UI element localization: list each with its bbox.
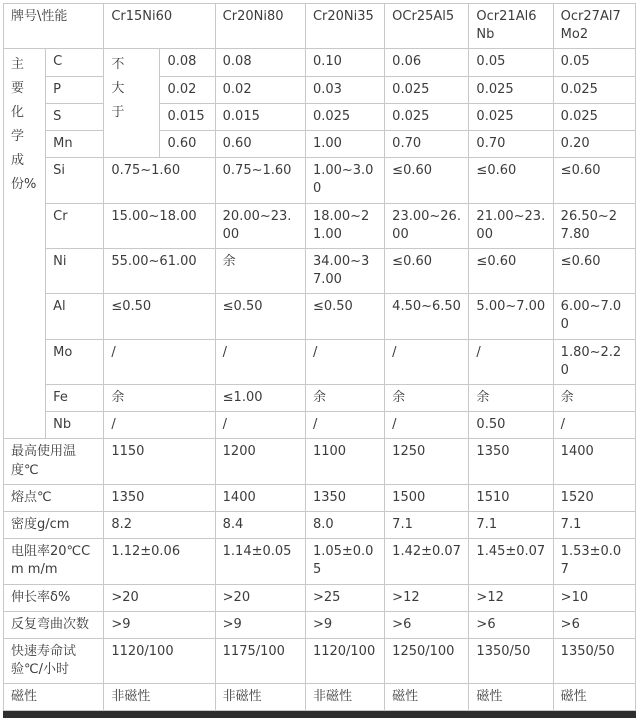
table-cell: ≤0.60 [553,248,635,293]
table-cell: / [385,412,469,439]
table-row [4,385,636,412]
table-cell: 0.025 [469,76,553,103]
table-cell: 1150 [104,439,215,484]
table-cell: 1500 [385,484,469,511]
table-cell: 0.025 [469,103,553,130]
table-cell: 非磁性 [305,684,384,711]
table-cell: 磁性 [469,684,553,711]
table-cell: 0.02 [160,76,215,103]
table-cell: 20.00~23.00 [215,203,305,248]
property-row-label: 磁性 [4,684,104,711]
table-cell: >6 [469,611,553,638]
table-cell: 4.50~6.50 [385,294,469,339]
table-cell: ≤0.60 [469,158,553,203]
table-cell: 0.015 [160,103,215,130]
table-cell: 1.05±0.05 [305,539,384,584]
bottom-border-bar [3,711,636,718]
table-cell: 8.2 [104,511,215,538]
table-cell: 5.00~7.00 [469,294,553,339]
element-label: Al [46,294,104,339]
table-cell: 1.14±0.05 [215,539,305,584]
table-cell: 7.1 [469,511,553,538]
table-cell: 1.12±0.06 [104,539,215,584]
table-cell: / [305,339,384,384]
table-row [4,158,636,203]
table-cell: >20 [215,584,305,611]
table-cell: >10 [553,584,635,611]
table-cell: 1400 [215,484,305,511]
table-cell: 7.1 [553,511,635,538]
table-cell: 1.00 [305,130,384,157]
not-greater-than-text: 不大于 [111,57,125,121]
table-cell: 余 [215,248,305,293]
table-cell: 0.75~1.60 [104,158,215,203]
table-cell: 磁性 [385,684,469,711]
table-cell: / [104,339,215,384]
grade-header: Cr20Ni80 [215,4,305,49]
table-cell: 余 [305,385,384,412]
table-cell: >12 [385,584,469,611]
property-row-label: 最高使用温度℃ [4,439,104,484]
table-cell: 1350 [104,484,215,511]
table-cell: 0.025 [553,103,635,130]
table-cell: ≤0.50 [104,294,215,339]
table-cell: 0.015 [215,103,305,130]
table-cell: 余 [385,385,469,412]
grade-header: Ocr27Al7Mo2 [553,4,635,49]
table-row [4,130,636,157]
table-cell: 1120/100 [104,638,215,683]
table-cell: 0.025 [553,76,635,103]
alloy-properties-table [3,3,636,711]
table-cell: >6 [553,611,635,638]
table-cell: >9 [215,611,305,638]
header-row [4,4,636,49]
table-cell: 1510 [469,484,553,511]
table-cell: 0.06 [385,49,469,76]
table-row [4,49,636,76]
table-cell: 磁性 [553,684,635,711]
table-cell: >9 [104,611,215,638]
table-cell: >9 [305,611,384,638]
table-cell: 1200 [215,439,305,484]
table-row [4,684,636,711]
table-cell: 0.05 [553,49,635,76]
table-cell: 21.00~23.00 [469,203,553,248]
table-cell: 55.00~61.00 [104,248,215,293]
table-cell: ≤0.60 [553,158,635,203]
table-cell: / [215,412,305,439]
table-cell: / [305,412,384,439]
table-cell: >20 [104,584,215,611]
table-cell: 1350 [469,439,553,484]
table-cell: ≤0.50 [215,294,305,339]
grade-header: OCr25Al5 [385,4,469,49]
table-cell: 0.08 [160,49,215,76]
table-cell: 1100 [305,439,384,484]
table-cell: 0.03 [305,76,384,103]
table-row [4,511,636,538]
table-cell: 26.50~27.80 [553,203,635,248]
table-cell: 0.20 [553,130,635,157]
table-cell: 7.1 [385,511,469,538]
table-cell: 1.00~3.00 [305,158,384,203]
table-cell: 1250 [385,439,469,484]
table-cell: 1.80~2.20 [553,339,635,384]
table-cell: 18.00~21.00 [305,203,384,248]
table-cell: 1120/100 [305,638,384,683]
table-cell: 15.00~18.00 [104,203,215,248]
element-label: Fe [46,385,104,412]
table-cell: 非磁性 [215,684,305,711]
table-cell: 0.70 [385,130,469,157]
table-cell: 1350/50 [553,638,635,683]
table-cell: / [553,412,635,439]
table-row [4,294,636,339]
element-label: C [46,49,104,76]
table-cell: 1520 [553,484,635,511]
table-cell: / [469,339,553,384]
table-cell: 1.53±0.07 [553,539,635,584]
table-cell: / [104,412,215,439]
table-row [4,412,636,439]
property-row-label: 伸长率δ% [4,584,104,611]
table-cell: 1350/50 [469,638,553,683]
table-row [4,76,636,103]
table-cell: 1400 [553,439,635,484]
table-row [4,484,636,511]
table-row [4,584,636,611]
table-row [4,638,636,683]
table-cell: >6 [385,611,469,638]
property-row-label: 电阻率20℃Cm m/m [4,539,104,584]
table-cell: >12 [469,584,553,611]
table-cell: 1350 [305,484,384,511]
table-cell: ≤0.50 [305,294,384,339]
table-cell: ≤1.00 [215,385,305,412]
grade-header: Cr20Ni35 [305,4,384,49]
table-cell: 0.05 [469,49,553,76]
not-greater-than-cell [104,49,160,158]
table-cell: 8.4 [215,511,305,538]
table-cell: 1250/100 [385,638,469,683]
table-cell: 23.00~26.00 [385,203,469,248]
table-row [4,103,636,130]
table-cell: 6.00~7.00 [553,294,635,339]
table-row [4,539,636,584]
table-cell: 34.00~37.00 [305,248,384,293]
table-cell: 1175/100 [215,638,305,683]
table-row [4,203,636,248]
property-row-label: 快速寿命试验℃/小时 [4,638,104,683]
element-label: Cr [46,203,104,248]
table-cell: 0.70 [469,130,553,157]
table-cell: >25 [305,584,384,611]
table-cell: / [215,339,305,384]
grade-header: Cr15Ni60 [104,4,215,49]
table-cell: 0.08 [215,49,305,76]
table-row [4,339,636,384]
table-cell: / [385,339,469,384]
element-label: Si [46,158,104,203]
table-row [4,439,636,484]
table-cell: 0.02 [215,76,305,103]
element-label: S [46,103,104,130]
corner-cell: 牌号\性能 [4,4,104,49]
table-cell: 非磁性 [104,684,215,711]
table-cell: 8.0 [305,511,384,538]
table-cell: 0.10 [305,49,384,76]
table-row [4,248,636,293]
table-cell: ≤0.60 [385,158,469,203]
table-cell: 0.025 [385,103,469,130]
table-cell: 1.45±0.07 [469,539,553,584]
table-cell: ≤0.60 [469,248,553,293]
element-label: Nb [46,412,104,439]
property-row-label: 密度g/cm [4,511,104,538]
chem-group-label [4,49,46,439]
chem-group-label-text: 主要化学成份% [11,57,37,193]
element-label: Ni [46,248,104,293]
table-cell: 0.50 [469,412,553,439]
table-cell: ≤0.60 [385,248,469,293]
element-label: Mo [46,339,104,384]
grade-header: Ocr21Al6Nb [469,4,553,49]
table-cell: 1.42±0.07 [385,539,469,584]
table-cell: 0.60 [215,130,305,157]
element-label: P [46,76,104,103]
table-cell: 0.025 [305,103,384,130]
table-cell: 0.60 [160,130,215,157]
table-cell: 0.025 [385,76,469,103]
property-row-label: 反复弯曲次数 [4,611,104,638]
table-cell: 余 [469,385,553,412]
element-label: Mn [46,130,104,157]
property-row-label: 熔点℃ [4,484,104,511]
table-cell: 余 [104,385,215,412]
table-row [4,611,636,638]
table-cell: 余 [553,385,635,412]
table-cell: 0.75~1.60 [215,158,305,203]
